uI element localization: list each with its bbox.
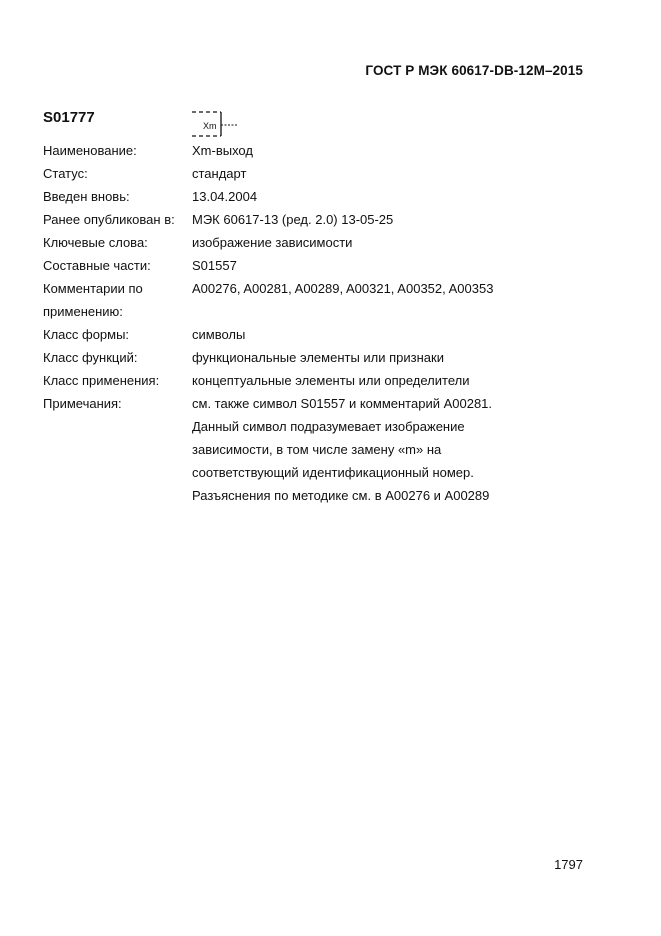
symbol-code: S01777: [43, 109, 95, 126]
field-value: функциональные элементы или признаки: [192, 350, 444, 365]
field-label: Наименование:: [43, 143, 137, 158]
xm-output-symbol-graphic: [191, 110, 241, 138]
field-label: Статус:: [43, 166, 88, 181]
symbol-label-text: Xm: [203, 121, 217, 131]
field-value: изображение зависимости: [192, 235, 353, 250]
field-value: Xm-выход: [192, 143, 253, 158]
field-label: Составные части:: [43, 258, 151, 273]
field-value: символы: [192, 327, 246, 342]
field-value: S01557: [192, 258, 237, 273]
field-value: Данный символ подразумевает изображение: [192, 419, 465, 434]
field-label: Введен вновь:: [43, 189, 130, 204]
field-label: Класс функций:: [43, 350, 138, 365]
page-number: 1797: [554, 857, 583, 872]
field-value: концептуальные элементы или определители: [192, 373, 470, 388]
field-label: применению:: [43, 304, 123, 319]
field-value: соответствующий идентификационный номер.: [192, 465, 474, 480]
field-label: Комментарии по: [43, 281, 143, 296]
field-value: стандарт: [192, 166, 247, 181]
field-value: Разъяснения по методике см. в A00276 и A00289: [192, 488, 490, 503]
field-value: A00276, A00281, A00289, A00321, A00352, A00353: [192, 281, 494, 296]
field-value: МЭК 60617-13 (ред. 2.0) 13-05-25: [192, 212, 394, 227]
field-label: Класс формы:: [43, 327, 130, 342]
field-value: зависимости, в том числе замену «m» на: [192, 442, 442, 457]
field-label: Класс применения:: [43, 373, 160, 388]
field-label: Ключевые слова:: [43, 235, 148, 250]
field-value: см. также символ S01557 и комментарий A00281.: [192, 396, 493, 411]
field-value: 13.04.2004: [192, 189, 258, 204]
field-label: Ранее опубликован в:: [43, 212, 175, 227]
field-label: Примечания:: [43, 396, 122, 411]
document-header: ГОСТ Р МЭК 60617-DB-12M–2015: [365, 63, 583, 78]
